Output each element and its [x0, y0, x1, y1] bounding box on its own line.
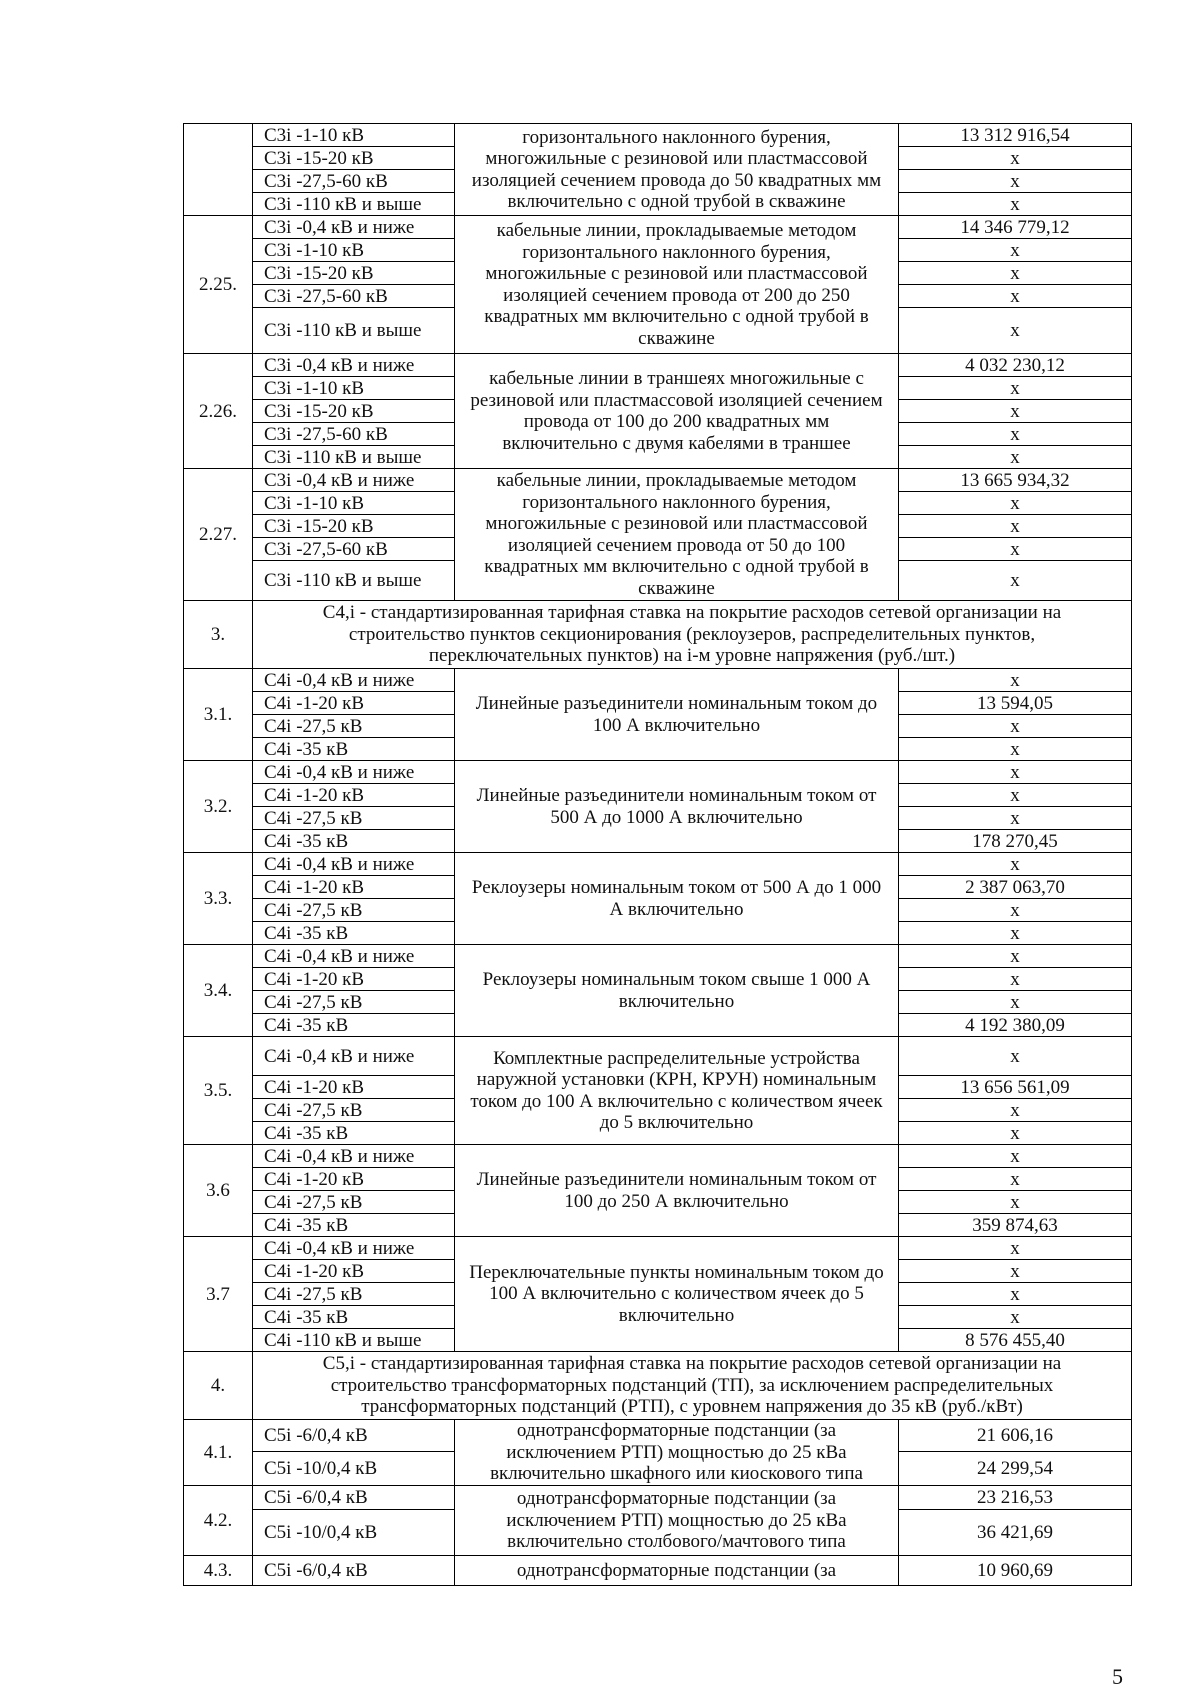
- description-cell: [455, 469, 899, 601]
- description-line: Комплектные распределительные устройства: [493, 1047, 860, 1069]
- description-cell: [455, 1556, 899, 1586]
- table-row: [184, 1237, 1132, 1260]
- description-line: Реклоузеры номинальным током свыше 1 000 А: [482, 969, 871, 990]
- rate-value-cell: х: [899, 807, 1132, 830]
- description-line: 100 до 250 А включительно: [564, 1190, 789, 1212]
- voltage-level-cell: С4i -1-20 кВ: [253, 692, 455, 715]
- rate-value-cell: 359 874,63: [899, 1214, 1132, 1237]
- rate-value-cell: х: [899, 400, 1132, 423]
- description-line: 100 А включительно с количеством ячеек до 5: [489, 1283, 864, 1305]
- voltage-level-cell: С4i -1-20 кВ: [253, 1076, 455, 1099]
- item-number-cell: 2.25.: [184, 216, 253, 354]
- description-line: до 5 включительно: [599, 1112, 754, 1133]
- rate-value-cell: х: [899, 853, 1132, 876]
- item-number-cell: 2.27.: [184, 469, 253, 601]
- rate-value-cell: х: [899, 1145, 1132, 1168]
- voltage-level-cell: С5i -6/0,4 кВ: [253, 1486, 455, 1510]
- voltage-level-cell: С4i -1-20 кВ: [253, 1168, 455, 1191]
- voltage-level-cell: С3i -110 кВ и выше: [253, 561, 455, 601]
- section-heading-line: строительство пунктов секционирования (реклоузеров, распределительных пунктов,: [348, 623, 1036, 645]
- section-heading-line: С5,i - стандартизированная тарифная ставка на покрытие расходов сетевой организации на: [322, 1353, 1062, 1375]
- table-row: [184, 1420, 1132, 1452]
- rate-value-cell: 13 656 561,09: [899, 1076, 1132, 1099]
- voltage-level-cell: С4i -35 кВ: [253, 738, 455, 761]
- description-line: 500 А до 1000 А включительно: [550, 806, 803, 828]
- item-number-cell: 4.1.: [184, 1420, 253, 1486]
- item-number-cell: 3.2.: [184, 761, 253, 853]
- description-line: горизонтального наклонного бурения,: [522, 491, 831, 513]
- rate-value-cell: х: [899, 738, 1132, 761]
- rate-value-cell: х: [899, 968, 1132, 991]
- section-row: [184, 1352, 1132, 1420]
- section-heading-line: переключательных пунктов) на i-м уровне напряжения (руб./шт.): [428, 645, 956, 667]
- rate-value-cell: 13 312 916,54: [899, 124, 1132, 147]
- voltage-level-cell: С3i -27,5-60 кВ: [253, 538, 455, 561]
- description-line: наружной установки (КРН, КРУН) номинальным: [476, 1069, 877, 1090]
- table-row: [184, 216, 1132, 239]
- table-row: [184, 761, 1132, 784]
- description-line: скважине: [638, 327, 715, 349]
- description-line: изоляцией сечением провода от 200 до 250: [503, 284, 850, 306]
- description-line: резиновой или пластмассовой изоляцией сечением: [470, 389, 883, 411]
- voltage-level-cell: С4i -27,5 кВ: [253, 991, 455, 1014]
- rate-value-cell: 4 032 230,12: [899, 354, 1132, 377]
- description-line: Линейные разъединители номинальным током до: [475, 693, 878, 714]
- description-line: исключением РТП) мощностью до 25 кВа: [506, 1441, 847, 1463]
- description-cell: [455, 1420, 899, 1486]
- item-number-cell: [184, 124, 253, 216]
- voltage-level-cell: С3i -0,4 кВ и ниже: [253, 469, 455, 492]
- rate-value-cell: х: [899, 285, 1132, 308]
- voltage-level-cell: С3i -1-10 кВ: [253, 124, 455, 147]
- rate-value-cell: х: [899, 193, 1132, 216]
- voltage-level-cell: С3i -0,4 кВ и ниже: [253, 216, 455, 239]
- voltage-level-cell: С4i -0,4 кВ и ниже: [253, 1145, 455, 1168]
- rate-value-cell: х: [899, 715, 1132, 738]
- rate-value-cell: х: [899, 1191, 1132, 1214]
- description-cell: [455, 1237, 899, 1352]
- rate-value-cell: х: [899, 377, 1132, 400]
- voltage-level-cell: С3i -27,5-60 кВ: [253, 285, 455, 308]
- description-line: включительно с одной трубой в скважине: [507, 191, 846, 212]
- voltage-level-cell: С4i -35 кВ: [253, 1214, 455, 1237]
- section-heading-cell: [253, 1352, 1132, 1420]
- voltage-level-cell: С4i -35 кВ: [253, 830, 455, 853]
- rate-value-cell: 8 576 455,40: [899, 1329, 1132, 1352]
- description-cell: [455, 354, 899, 469]
- voltage-level-cell: С4i -35 кВ: [253, 1122, 455, 1145]
- rate-value-cell: х: [899, 492, 1132, 515]
- voltage-level-cell: С5i -10/0,4 кВ: [253, 1510, 455, 1556]
- tariff-rate-table: [183, 123, 1132, 1586]
- description-line: многожильные с резиновой или пластмассовой: [485, 148, 868, 169]
- rate-value-cell: 2 387 063,70: [899, 876, 1132, 899]
- item-number-cell: 3.3.: [184, 853, 253, 945]
- rate-value-cell: 36 421,69: [899, 1510, 1132, 1556]
- rate-value-cell: 10 960,69: [899, 1556, 1132, 1586]
- description-cell: [455, 945, 899, 1037]
- description-line: Переключательные пункты номинальным током до: [469, 1261, 884, 1283]
- voltage-level-cell: С4i -0,4 кВ и ниже: [253, 1037, 455, 1076]
- rate-value-cell: х: [899, 899, 1132, 922]
- voltage-level-cell: С3i -110 кВ и выше: [253, 193, 455, 216]
- item-number-cell: 3.5.: [184, 1037, 253, 1145]
- voltage-level-cell: С4i -0,4 кВ и ниже: [253, 761, 455, 784]
- table-row: [184, 945, 1132, 968]
- rate-value-cell: х: [899, 538, 1132, 561]
- voltage-level-cell: С3i -27,5-60 кВ: [253, 170, 455, 193]
- description-line: многожильные с резиновой или пластмассовой: [485, 513, 868, 534]
- table-row: [184, 354, 1132, 377]
- rate-value-cell: х: [899, 262, 1132, 285]
- rate-value-cell: 21 606,16: [899, 1420, 1132, 1452]
- description-cell: [455, 853, 899, 945]
- table-row: [184, 124, 1132, 147]
- rate-value-cell: х: [899, 922, 1132, 945]
- rate-value-cell: х: [899, 147, 1132, 170]
- voltage-level-cell: С4i -35 кВ: [253, 1306, 455, 1329]
- rate-value-cell: х: [899, 784, 1132, 807]
- voltage-level-cell: С4i -35 кВ: [253, 922, 455, 945]
- description-line: Линейные разъединители номинальным током от: [476, 785, 877, 806]
- voltage-level-cell: С3i -15-20 кВ: [253, 515, 455, 538]
- description-cell: [455, 124, 899, 216]
- rate-value-cell: 4 192 380,09: [899, 1014, 1132, 1037]
- voltage-level-cell: С3i -15-20 кВ: [253, 147, 455, 170]
- description-line: квадратных мм включительно с одной трубой в: [484, 306, 869, 327]
- section-row: [184, 601, 1132, 669]
- item-number-cell: 3.4.: [184, 945, 253, 1037]
- voltage-level-cell: С4i -27,5 кВ: [253, 899, 455, 922]
- voltage-level-cell: С4i -27,5 кВ: [253, 1191, 455, 1214]
- voltage-level-cell: С4i -1-20 кВ: [253, 876, 455, 899]
- voltage-level-cell: С3i -110 кВ и выше: [253, 308, 455, 354]
- rate-value-cell: 24 299,54: [899, 1452, 1132, 1486]
- rate-value-cell: 14 346 779,12: [899, 216, 1132, 239]
- voltage-level-cell: С4i -110 кВ и выше: [253, 1329, 455, 1352]
- voltage-level-cell: С4i -0,4 кВ и ниже: [253, 945, 455, 968]
- section-heading-cell: [253, 601, 1132, 669]
- rate-value-cell: х: [899, 308, 1132, 354]
- description-line: многожильные с резиновой или пластмассовой: [485, 263, 868, 284]
- table-row: [184, 1556, 1132, 1586]
- item-number-cell: 2.26.: [184, 354, 253, 469]
- description-line: включительно шкафного или киоскового типа: [490, 1463, 863, 1485]
- voltage-level-cell: С4i -27,5 кВ: [253, 807, 455, 830]
- rate-value-cell: х: [899, 945, 1132, 968]
- section-number-cell: 4.: [184, 1352, 253, 1420]
- table-row: [184, 1037, 1132, 1076]
- voltage-level-cell: С4i -0,4 кВ и ниже: [253, 669, 455, 692]
- rate-value-cell: х: [899, 1306, 1132, 1329]
- description-line: кабельные линии, прокладываемые методом: [496, 470, 857, 491]
- voltage-level-cell: С5i -10/0,4 кВ: [253, 1452, 455, 1486]
- voltage-level-cell: С3i -1-10 кВ: [253, 239, 455, 262]
- description-line: кабельные линии, прокладываемые методом: [496, 220, 857, 241]
- rate-value-cell: х: [899, 423, 1132, 446]
- description-line: исключением РТП) мощностью до 25 кВа: [506, 1509, 847, 1531]
- section-number-cell: 3.: [184, 601, 253, 669]
- table-row: [184, 669, 1132, 692]
- voltage-level-cell: С4i -1-20 кВ: [253, 968, 455, 991]
- description-cell: [455, 1486, 899, 1556]
- description-line: включительно: [618, 990, 735, 1012]
- voltage-level-cell: С4i -27,5 кВ: [253, 1099, 455, 1122]
- rate-value-cell: х: [899, 561, 1132, 601]
- rate-value-cell: 13 594,05: [899, 692, 1132, 715]
- table-row: [184, 469, 1132, 492]
- voltage-level-cell: С3i -1-10 кВ: [253, 377, 455, 400]
- description-line: однотрансформаторные подстанции (за: [516, 1488, 837, 1510]
- rate-value-cell: х: [899, 1122, 1132, 1145]
- description-line: включительно столбового/мачтового типа: [507, 1531, 846, 1553]
- table-row: [184, 1486, 1132, 1510]
- voltage-level-cell: С5i -6/0,4 кВ: [253, 1556, 455, 1586]
- rate-value-cell: х: [899, 1260, 1132, 1283]
- item-number-cell: 3.7: [184, 1237, 253, 1352]
- rate-value-cell: х: [899, 761, 1132, 784]
- rate-value-cell: х: [899, 1099, 1132, 1122]
- description-line: горизонтального наклонного бурения,: [522, 241, 831, 263]
- description-line: Линейные разъединители номинальным током от: [476, 1169, 877, 1190]
- description-cell: [455, 761, 899, 853]
- voltage-level-cell: С3i -110 кВ и выше: [253, 446, 455, 469]
- item-number-cell: 3.1.: [184, 669, 253, 761]
- description-line: однотрансформаторные подстанции (за: [516, 1420, 837, 1442]
- item-number-cell: 4.3.: [184, 1556, 253, 1586]
- voltage-level-cell: С4i -27,5 кВ: [253, 1283, 455, 1306]
- rate-value-cell: х: [899, 446, 1132, 469]
- voltage-level-cell: С4i -35 кВ: [253, 1014, 455, 1037]
- rate-value-cell: х: [899, 1237, 1132, 1260]
- rate-value-cell: 178 270,45: [899, 830, 1132, 853]
- voltage-level-cell: С3i -15-20 кВ: [253, 400, 455, 423]
- description-line: квадратных мм включительно с одной трубой в: [484, 556, 869, 577]
- description-line: включительно с двумя кабелями в траншее: [502, 432, 851, 454]
- description-cell: [455, 669, 899, 761]
- voltage-level-cell: С3i -1-10 кВ: [253, 492, 455, 515]
- description-line: А включительно: [609, 898, 744, 920]
- page-number: 5: [1112, 1664, 1123, 1689]
- rate-value-cell: 13 665 934,32: [899, 469, 1132, 492]
- table-row: [184, 853, 1132, 876]
- table-row: [184, 1145, 1132, 1168]
- description-line: изоляцией сечением провода до 50 квадратных мм: [471, 169, 882, 191]
- rate-value-cell: х: [899, 1037, 1132, 1076]
- rate-value-cell: х: [899, 669, 1132, 692]
- voltage-level-cell: С4i -0,4 кВ и ниже: [253, 1237, 455, 1260]
- rate-value-cell: 23 216,53: [899, 1486, 1132, 1510]
- section-heading-line: С4,i - стандартизированная тарифная ставка на покрытие расходов сетевой организации на: [322, 602, 1062, 624]
- description-line: скважине: [638, 577, 715, 599]
- voltage-level-cell: С3i -27,5-60 кВ: [253, 423, 455, 446]
- description-cell: [455, 1145, 899, 1237]
- voltage-level-cell: С3i -15-20 кВ: [253, 262, 455, 285]
- voltage-level-cell: С4i -1-20 кВ: [253, 784, 455, 807]
- rate-value-cell: х: [899, 170, 1132, 193]
- description-cell: [455, 1037, 899, 1145]
- rate-value-cell: х: [899, 991, 1132, 1014]
- rate-value-cell: х: [899, 1283, 1132, 1306]
- voltage-level-cell: С5i -6/0,4 кВ: [253, 1420, 455, 1452]
- description-line: однотрансформаторные подстанции (за: [516, 1559, 837, 1581]
- voltage-level-cell: С4i -27,5 кВ: [253, 715, 455, 738]
- description-line: кабельные линии в траншеях многожильные с: [489, 368, 864, 389]
- section-heading-line: строительство трансформаторных подстанций (ТП), за исключением распределительных: [330, 1374, 1054, 1396]
- description-line: 100 А включительно: [592, 714, 761, 736]
- item-number-cell: 3.6: [184, 1145, 253, 1237]
- description-line: провода от 100 до 200 квадратных мм: [523, 411, 830, 432]
- voltage-level-cell: С3i -0,4 кВ и ниже: [253, 354, 455, 377]
- description-cell: [455, 216, 899, 354]
- item-number-cell: 4.2.: [184, 1486, 253, 1556]
- description-line: изоляцией сечением провода от 50 до 100: [507, 534, 846, 556]
- description-line: горизонтального наклонного бурения,: [522, 126, 831, 148]
- tariff-rate-table-body: [184, 124, 1132, 1586]
- description-line: Реклоузеры номинальным током от 500 А до 1 000: [471, 877, 882, 898]
- description-line: током до 100 А включительно с количеством ячеек: [470, 1090, 883, 1112]
- voltage-level-cell: С4i -1-20 кВ: [253, 1260, 455, 1283]
- description-line: включительно: [618, 1304, 735, 1326]
- rate-value-cell: х: [899, 515, 1132, 538]
- voltage-level-cell: С4i -0,4 кВ и ниже: [253, 853, 455, 876]
- section-heading-line: трансформаторных подстанций (РТП), с уровнем напряжения до 35 кВ (руб./кВт): [361, 1396, 1023, 1418]
- rate-value-cell: х: [899, 1168, 1132, 1191]
- rate-value-cell: х: [899, 239, 1132, 262]
